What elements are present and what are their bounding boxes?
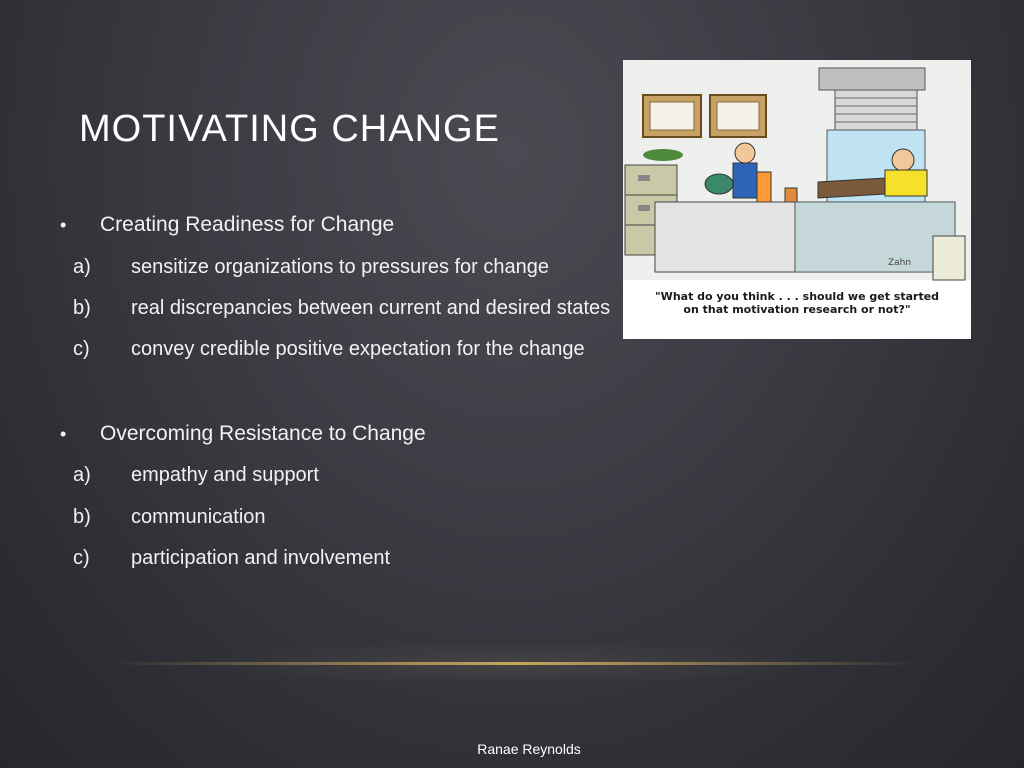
sub-item-marker: b) [73,506,91,528]
footer-author: Ranae Reynolds [477,741,581,757]
cartoon-image [623,60,971,339]
sub-item-text: communication [131,506,266,528]
decorative-divider [110,662,920,665]
sub-item-text: participation and involvement [131,547,391,569]
sub-item-text: sensitize organizations to pressures for change [131,256,550,278]
bullet-heading: Overcoming Resistance to Change [100,422,426,445]
decorative-glow [200,640,820,680]
cartoon-caption-line: on that motivation research or not?" [683,303,911,316]
sub-item-text: empathy and support [131,464,319,486]
cartoon-signature: Zahn [888,258,912,268]
sub-item-marker: b) [73,297,91,319]
cartoon-caption-line: "What do you think . . . should we get started [654,290,940,303]
sub-item-marker: a) [73,464,91,486]
cartoon-caption [623,290,971,316]
slide-footer [0,741,1024,757]
sub-item-marker: c) [73,547,90,569]
sub-item-marker: c) [73,338,90,360]
sub-item-text: convey credible positive expectation for the change [131,338,585,360]
bullet-heading: Creating Readiness for Change [100,213,395,236]
sub-item-marker: a) [73,256,91,278]
sub-item-text: real discrepancies between current and desired states [131,297,611,319]
bullet-icon: • [60,424,67,444]
slide-title: MOTIVATING CHANGE [79,108,500,150]
bullet-icon: • [60,215,67,235]
